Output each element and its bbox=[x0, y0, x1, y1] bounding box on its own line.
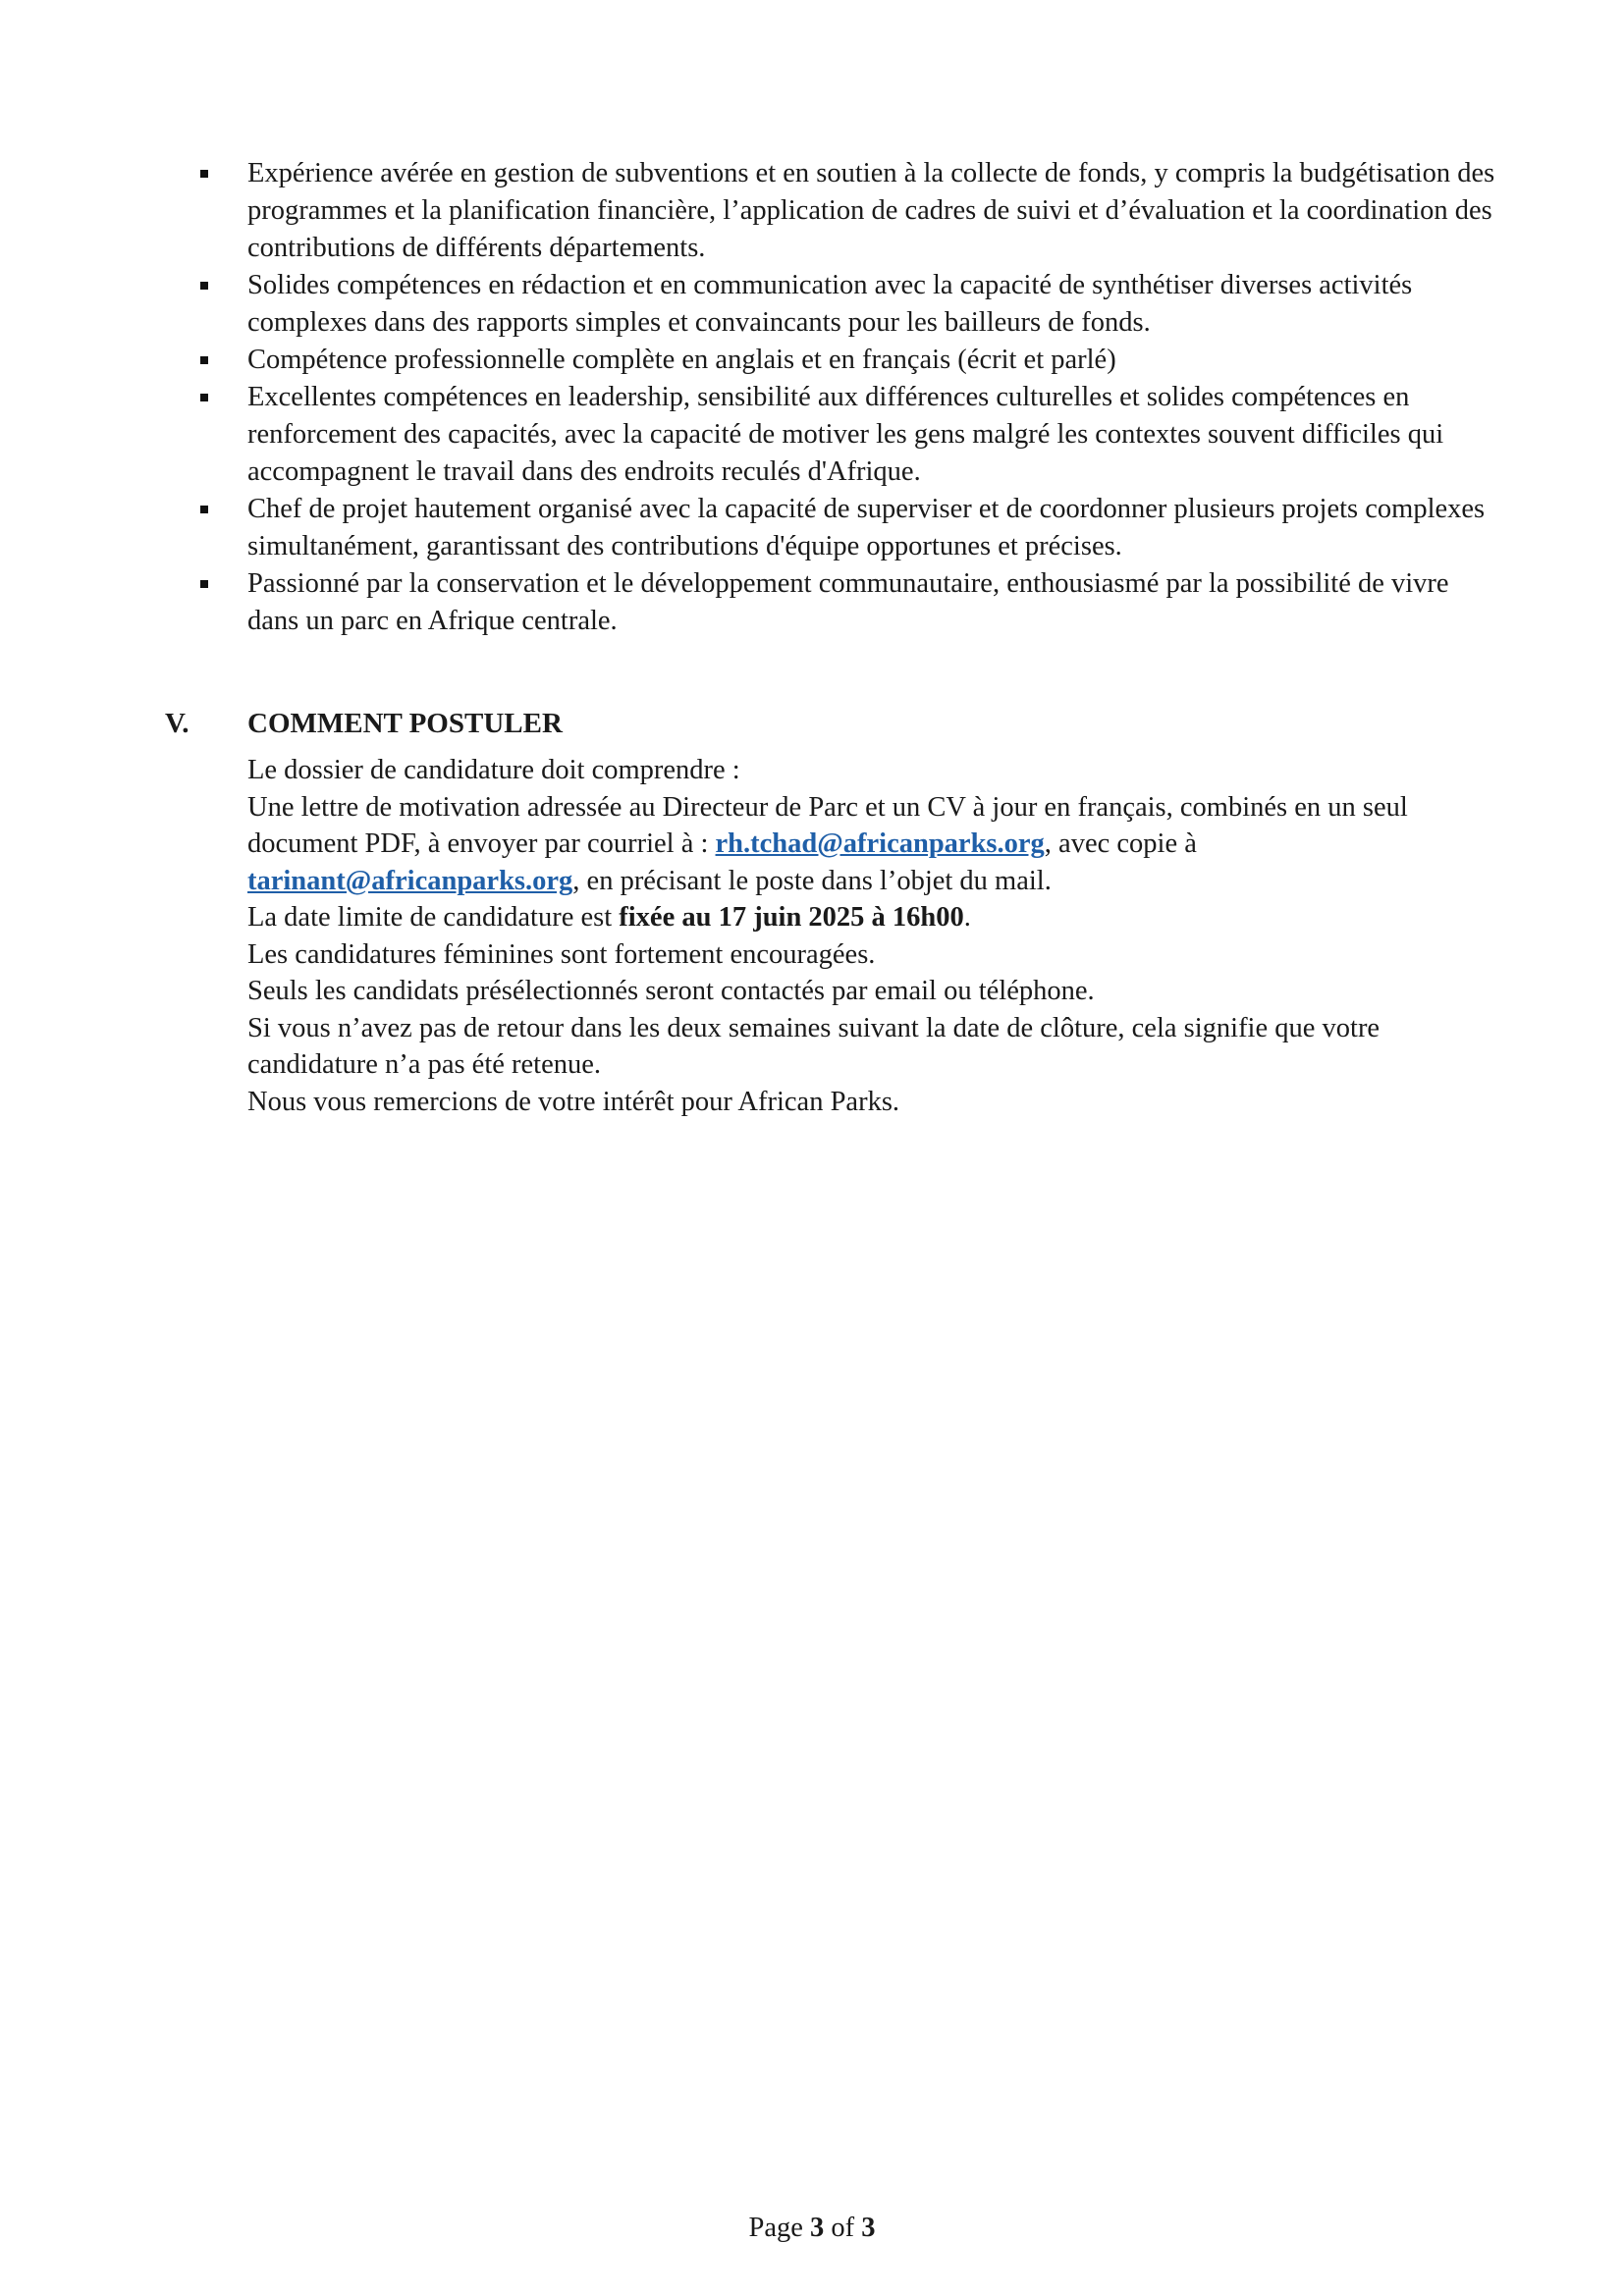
square-bullet-icon bbox=[200, 506, 208, 513]
shortlist-contact-text: Seuls les candidats présélectionnés seront contactés par email ou téléphone. bbox=[247, 976, 1095, 1006]
section-title: COMMENT POSTULER bbox=[247, 708, 563, 739]
list-item-text: Compétence professionnelle complète en anglais et en français (écrit et parlé) bbox=[247, 345, 1116, 375]
list-item-text: Excellentes compétences en leadership, sensibilité aux différences culturelles et solides compétences en renforcement des capacités, avec la capacité de motiver les gens malgré les contextes souvent difficiles qui accompagnent le travail dans des endroits reculés d'Afrique. bbox=[247, 382, 1444, 487]
footer-of-word: of bbox=[831, 2213, 855, 2243]
application-instructions bbox=[247, 752, 1494, 1120]
list-item bbox=[191, 342, 1497, 379]
deadline-prefix-text: La date limite de candidature est bbox=[247, 902, 620, 933]
list-item bbox=[191, 155, 1497, 267]
primary-email-link[interactable]: rh.tchad@africanparks.org bbox=[715, 828, 1045, 859]
letter-prefix-text: Une lettre de motivation adressée au Directeur de Parc et un CV à jour en français, combinés en un seul document PDF, à envoyer par courriel à : bbox=[247, 791, 1408, 859]
footer-total-pages: 3 bbox=[861, 2213, 876, 2243]
footer-current-page: 3 bbox=[810, 2213, 825, 2243]
list-item bbox=[191, 491, 1497, 565]
list-item-text: Chef de projet hautement organisé avec la capacité de superviser et de coordonner plusieurs projets complexes simultanément, garantissant des contributions d'équipe opportunes et précises. bbox=[247, 494, 1486, 561]
copy-text: , avec copie à bbox=[1044, 828, 1197, 859]
no-response-text: Si vous n’avez pas de retour dans les deux semaines suivant la date de clôture, cela signifie que votre candidature n’a pas été retenue. bbox=[247, 1012, 1380, 1080]
deadline-line bbox=[247, 899, 1494, 936]
list-item bbox=[191, 379, 1497, 491]
requirements-list bbox=[191, 155, 1497, 640]
square-bullet-icon bbox=[200, 282, 208, 290]
section-number: V. bbox=[165, 708, 189, 739]
list-item-text: Expérience avérée en gestion de subventions et en soutien à la collecte de fonds, y compris la budgétisation des programmes et la planification financière, l’application de cadres de suivi et d’évaluation et la coordination des contributions de différents départements. bbox=[247, 158, 1495, 263]
list-item-text: Solides compétences en rédaction et en communication avec la capacité de synthétiser diverses activités complexes dans des rapports simples et convaincants pour les bailleurs de fonds. bbox=[247, 270, 1413, 338]
women-encouraged-text: Les candidatures féminines sont fortement encouragées. bbox=[247, 938, 876, 970]
square-bullet-icon bbox=[200, 580, 208, 588]
deadline-value: fixée au 17 juin 2025 à 16h00 bbox=[619, 902, 964, 933]
thanks-text: Nous vous remercions de votre intérêt pour African Parks. bbox=[247, 1086, 900, 1117]
list-item bbox=[191, 267, 1497, 342]
application-intro: Le dossier de candidature doit comprendre : bbox=[247, 755, 740, 785]
list-item bbox=[191, 565, 1497, 640]
application-letter-instructions bbox=[247, 789, 1494, 900]
list-item-text: Passionné par la conservation et le développement communautaire, enthousiasmé par la possibilité de vivre dans un parc en Afrique centrale. bbox=[247, 568, 1449, 636]
footer-page-word: Page bbox=[748, 2213, 803, 2243]
letter-suffix-text: , en précisant le poste dans l’objet du mail. bbox=[572, 865, 1052, 896]
page-footer bbox=[0, 2211, 1624, 2246]
square-bullet-icon bbox=[200, 394, 208, 401]
deadline-suffix-text: . bbox=[963, 902, 971, 933]
copy-email-link[interactable]: tarinant@africanparks.org bbox=[247, 865, 573, 896]
square-bullet-icon bbox=[200, 356, 208, 364]
square-bullet-icon bbox=[200, 170, 208, 178]
